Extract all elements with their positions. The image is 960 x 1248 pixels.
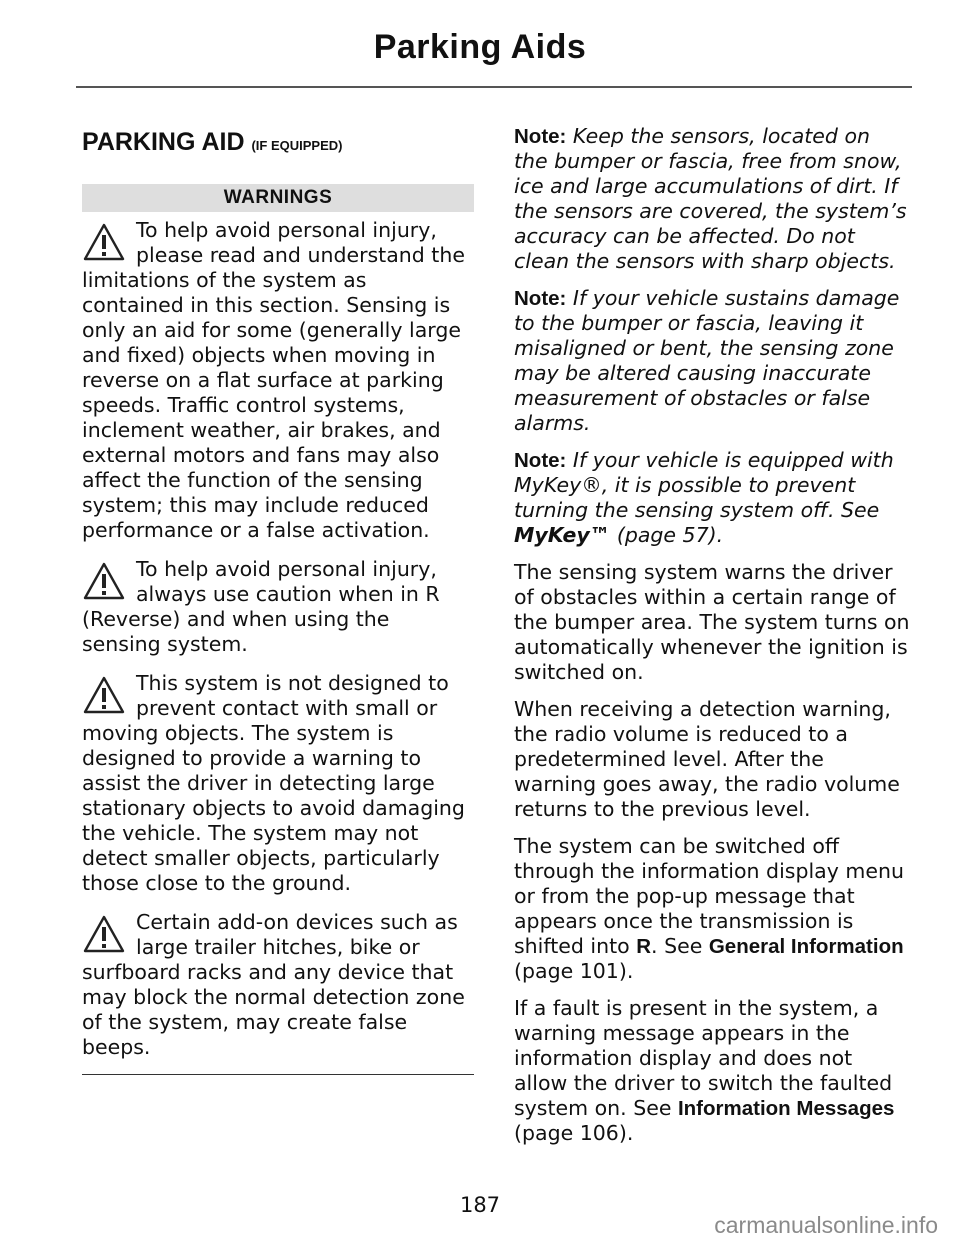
section-qualifier: (IF EQUIPPED) [251,138,343,153]
note-paragraph [514,286,910,436]
general-information-link[interactable]: General Information [708,935,904,958]
header-divider [76,86,912,88]
warning-triangle-icon [82,222,126,266]
warning-item [82,910,474,1060]
gear-r-label: R [636,935,652,958]
warning-item [82,671,474,896]
page-header-title: Parking Aids [373,28,587,66]
body-paragraph: The sensing system warns the driver of obstacles within a certain range of the bumper area. The system turns on automatically whenever the ignition is switched on. [514,560,910,684]
warning-text: To help avoid personal injury, please read and understand the limitations of the system as contained in this section. Sensing is only an aid for some (generally large and fixed) objects when moving in reverse on a flat surface at parking speeds. Traffic control systems, inclement weather, air brakes, and external motors and fans may also affect the function of the sensing system; this may include reduced performance or a false activation. [82,218,465,542]
mykey-link[interactable]: MyKey™ [514,523,611,547]
warning-item [82,218,474,543]
warning-triangle-icon [82,561,126,605]
section-title [82,130,474,158]
warning-text: To help avoid personal injury, always use caution when in R (Reverse) and when using the sensing system. [82,557,440,656]
note-label: Note: [514,287,567,310]
warning-text: Certain add-on devices such as large trailer hitches, bike or surfboard racks and any device that may block the normal detection zone of the system, may create false beeps. [82,910,465,1059]
paragraph-text: If a fault is present in the system, a warning message appears in the information display and does not allow the driver to switch the faulted system on. See [514,996,893,1120]
body-paragraph [514,996,910,1146]
right-column [514,124,910,1158]
page-ref: (page 106). [514,1121,634,1145]
watermark: carmanualsonline.info [714,1212,938,1238]
body-paragraph: When receiving a detection warning, the radio volume is reduced to a predetermined level. After the warning goes away, the radio volume returns to the previous level. [514,697,900,821]
note-paragraph [514,124,910,274]
paragraph-text: . See [651,934,703,958]
warning-triangle-icon [82,914,126,958]
page-ref: (page 101). [514,959,634,983]
note-paragraph [514,448,910,548]
left-column [82,124,474,1075]
note-label: Note: [514,449,567,472]
warning-text: This system is not designed to prevent contact with small or moving objects. The system is designed to provide a warning to assist the driver in detecting large stationary objects to avoid damaging the vehicle. The system may not detect smaller objects, particularly those close to the ground. [82,671,465,895]
warning-item [82,557,474,657]
note-label: Note: [514,125,567,148]
note-page-ref: (page 57). [616,523,724,547]
note-text: If your vehicle sustains damage to the bumper or fascia, leaving it misaligned or bent, the sensing zone may be altered causing inaccurate measurement of obstacles or false alarms. [514,286,900,435]
paragraph-text: The system can be switched off through the information display menu or from the pop-up message that appears once the transmission is shifted into [514,834,904,958]
warning-triangle-icon [82,675,126,719]
body-paragraph [514,834,910,984]
note-text: Keep the sensors, located on the bumper or fascia, free from snow, ice and large accumulations of dirt. If the sensors are covered, the system’s accuracy can be affected. Do not clean the sensors with sharp objects. [514,124,907,273]
warnings-heading: WARNINGS [82,184,474,212]
note-text: If your vehicle is equipped with MyKey®, it is possible to prevent turning the sensing system off. See [514,448,894,522]
section-title-text: PARKING AID [82,128,245,156]
page-number: 187 [459,1193,501,1217]
warnings-end-rule [82,1074,474,1075]
information-messages-link[interactable]: Information Messages [677,1097,895,1120]
